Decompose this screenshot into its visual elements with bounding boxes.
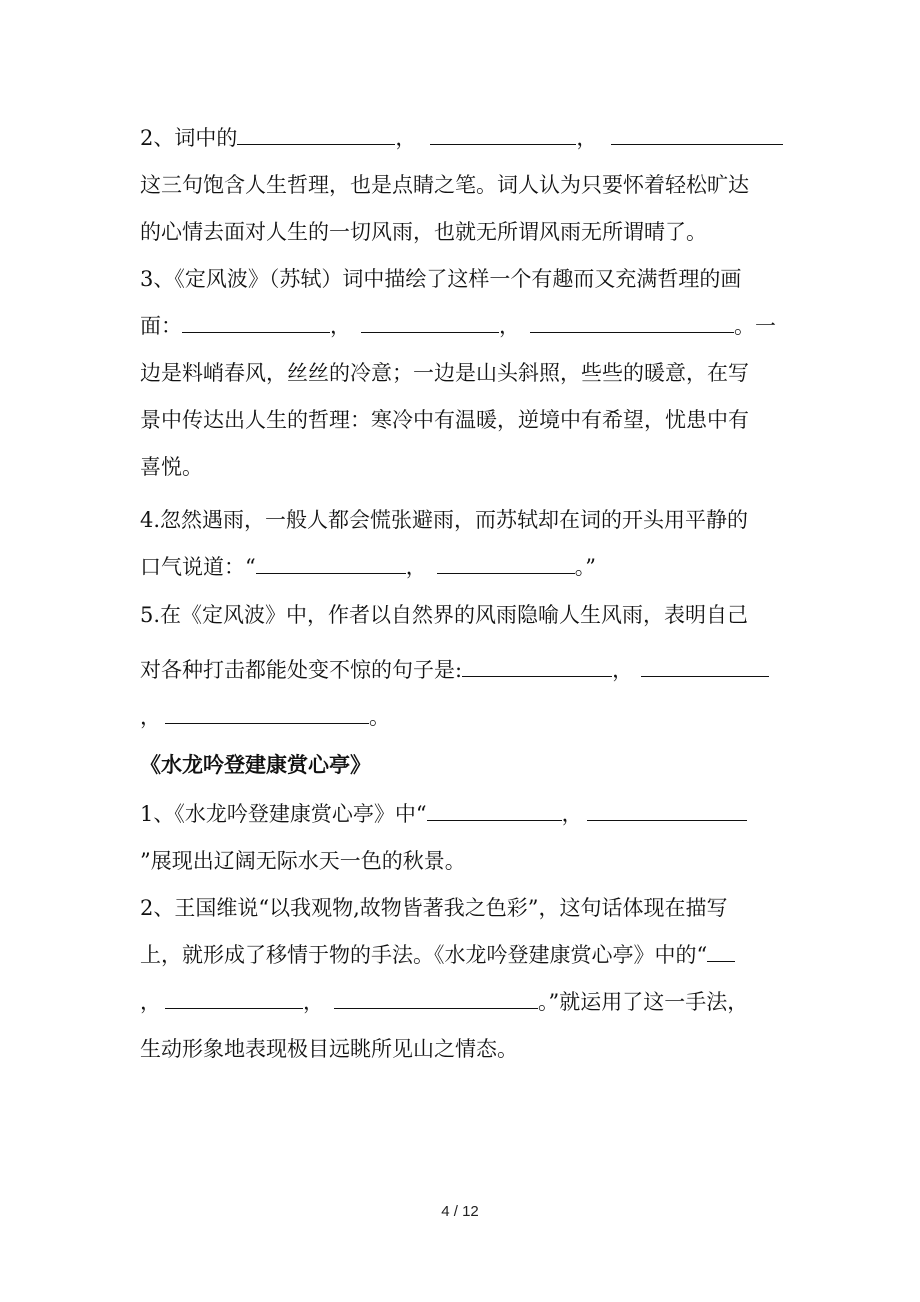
s2-q1-line-1 (140, 799, 785, 829)
section-title: 《水龙吟登建康赏心亭》 (140, 752, 371, 777)
q3-line-3: 边是料峭春风，丝丝的冷意；一边是山头斜照，些些的暖意，在写 (140, 361, 749, 385)
answer-blank[interactable] (237, 124, 395, 145)
q3-line-2 (140, 311, 785, 341)
answer-blank[interactable] (165, 988, 303, 1009)
answer-blank[interactable] (361, 312, 499, 333)
q2-line-3: 的心情去面对人生的一切风雨，也就无所谓风雨无所谓晴了。 (140, 220, 707, 244)
answer-blank[interactable] (165, 703, 369, 724)
separator: ， (330, 314, 351, 338)
separator: ， (140, 705, 161, 729)
q5-line-2 (140, 655, 785, 685)
answer-blank[interactable] (427, 800, 562, 821)
answer-blank[interactable] (641, 656, 769, 677)
q3-line-1: 3、《定风波》（苏轼）词中描绘了这样一个有趣而又充满哲理的画 (140, 267, 742, 291)
s2-q2-suffix: 。”就运用了这一手法， (538, 990, 749, 1014)
q4-suffix: 。” (574, 555, 596, 579)
q3-line-5: 喜悦。 (140, 455, 203, 479)
answer-blank[interactable] (334, 988, 538, 1009)
answer-blank[interactable] (437, 553, 575, 574)
answer-blank[interactable] (587, 800, 747, 821)
page-number: 4 / 12 (441, 1203, 479, 1220)
separator: ， (140, 990, 161, 1014)
q3-prefix: 面： (140, 314, 182, 338)
q5-line-3 (140, 702, 785, 732)
q4-prefix: 口气说道：“ (140, 555, 256, 579)
q5-prefix: 对各种打击都能处变不惊的句子是: (140, 658, 463, 682)
s2-q2-line-2-text: 上，就形成了移情于物的手法。《水龙吟登建康赏心亭》中的“ (140, 943, 708, 967)
separator: ， (612, 658, 634, 682)
q5-suffix: 。 (369, 705, 390, 729)
answer-blank[interactable] (430, 124, 576, 145)
answer-blank[interactable] (256, 553, 406, 574)
q2-line-2: 这三句饱含人生哲理，也是点睛之笔。词人认为只要怀着轻松旷达 (140, 173, 749, 197)
answer-blank[interactable] (462, 656, 612, 677)
q3-line-4: 景中传达出人生的哲理：寒冷中有温暖，逆境中有希望，忧患中有 (140, 408, 749, 432)
separator: ， (303, 990, 324, 1014)
q4-line-1: 4.忽然遇雨，一般人都会慌张避雨，而苏轼却在词的开头用平静的 (140, 508, 749, 532)
s2-q1-prefix: 1、《水龙吟登建康赏心亭》中“ (140, 802, 427, 826)
answer-blank[interactable] (182, 312, 330, 333)
s2-q1-line-2: ”展现出辽阔无际水天一色的秋景。 (140, 849, 466, 873)
answer-blank[interactable] (611, 124, 783, 145)
separator: ， (576, 126, 598, 150)
answer-blank[interactable] (530, 312, 734, 333)
s2-q2-line-1: 2、王国维说“以我观物,故物皆著我之色彩”，这句话体现在描写 (140, 896, 728, 920)
q3-suffix: 。一 (734, 314, 776, 338)
answer-blank[interactable] (707, 941, 735, 962)
q4-line-2 (140, 552, 785, 582)
s2-q2-line-2 (140, 940, 785, 970)
separator: ， (499, 314, 520, 338)
s2-q2-line-3 (140, 987, 785, 1017)
q5-line-1: 5.在《定风波》中，作者以自然界的风雨隐喻人生风雨，表明自己 (140, 603, 749, 627)
s2-q2-line-4: 生动形象地表现极目远眺所见山之情态。 (140, 1037, 518, 1061)
separator: ， (405, 555, 427, 579)
separator: ， (561, 802, 583, 826)
q2-line-1 (140, 123, 785, 153)
q2-prefix: 2、词中的 (140, 126, 238, 150)
separator: ， (395, 126, 417, 150)
